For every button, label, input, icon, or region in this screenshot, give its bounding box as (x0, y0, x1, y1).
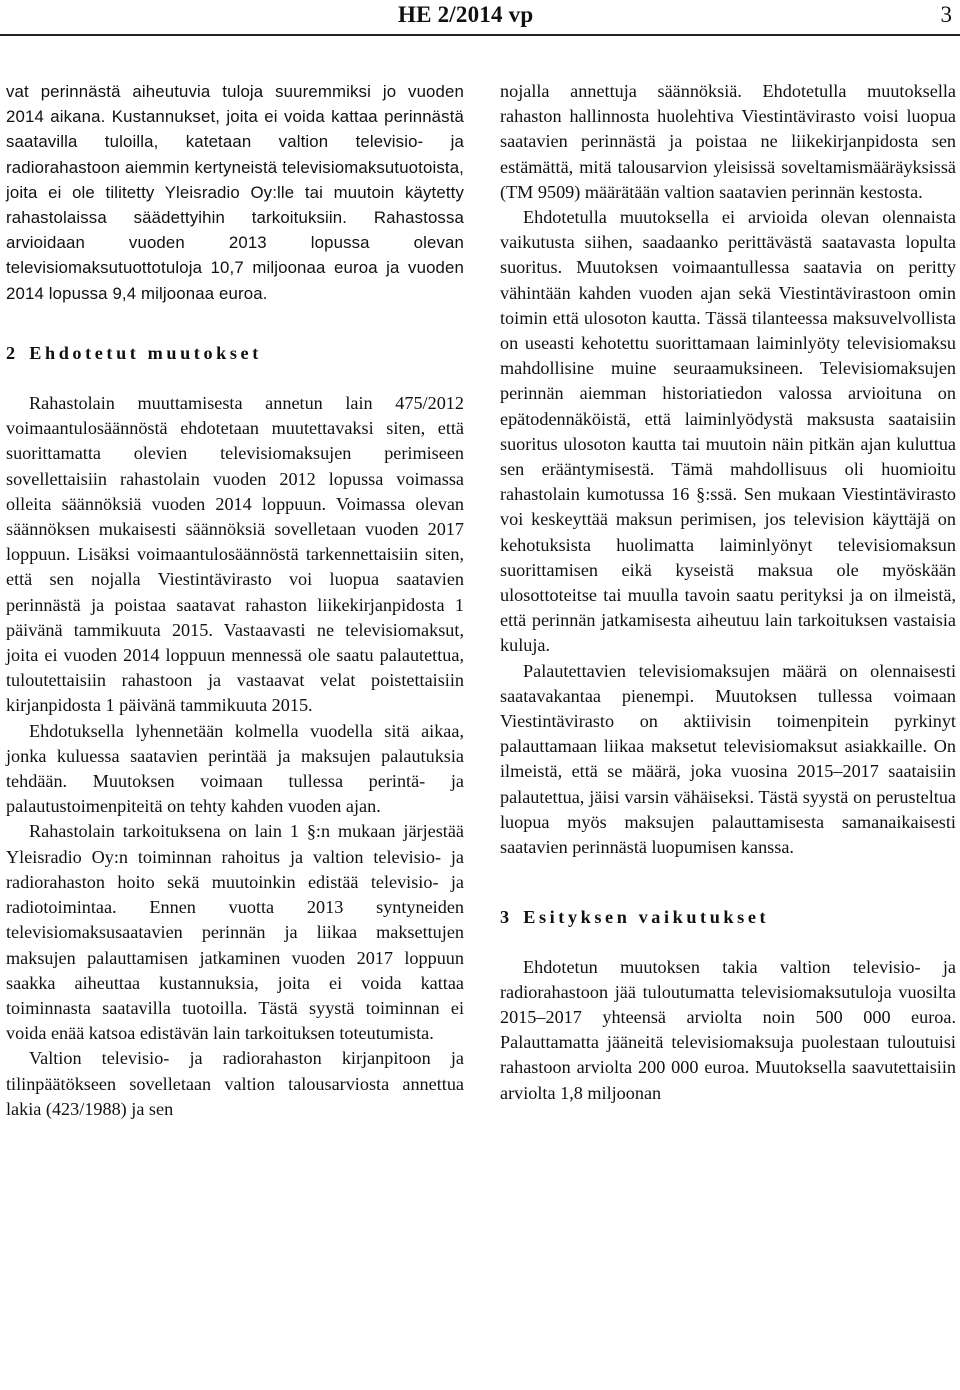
left-column (6, 79, 464, 1122)
paragraph: Rahastolain muuttamisesta annetun lain 475/2012 voimaantulosäännöstä ehdotetaan muutettavaksi siten, että suorittamatta olevien televisiomaksujen perimiseen sovellettaisiin rahastolain vuoden 2012 lopussa voimassa olleita säännöksiä vuoden 2014 loppuun. Voimassa olevan säännöksen mukaisesti säännöksiä sovelletaan vuoden 2017 loppuun. Lisäksi voimaantulosäännöstä tarkennettaisiin siten, että sen nojalla Viestintävirasto voi luopua saatavien perinnästä ja poistaa saatavat rahaston liikekirjanpidosta 1 päivänä tammikuuta 2015. Vastaavasti ne televisiomaksut, joita ei vuoden 2014 loppuun mennessä ole saatu palautettua, tuloutettaisiin rahastoon ja vastaavat velat poistettaisiin kirjanpidosta 1 päivänä tammikuuta 2015. (6, 393, 464, 716)
paragraph: nojalla annettuja säännöksiä. Ehdotetulla muutoksella rahaston hallinnosta huolehtiva Viestintävirasto voisi luopua saatavien perinnästä ja poistaa ne liikekirjanpidosta sen estämättä, mitä talousarvion yleisissä soveltamismääräyksissä (TM 9509) määrätään valtion saatavien perinnän kestosta. (500, 81, 956, 202)
paragraph: Rahastolain tarkoituksena on lain 1 §:n mukaan järjestää Yleisradio Oy:n toiminnan rahoitus ja valtion televisio- ja radiorahaston hoito sekä muutoinkin edistää televisio- ja radiotoimintaa. Ennen vuotta 2013 syntyneiden televisiomaksusaatavien perinnän ja liikaa maksettujen maksujen palauttamisen jatkaminen vuoden 2017 loppuun saakka aiheuttaa kustannuksia, joita ei voida kattaa toiminnasta saatavilla tuotoilla. Tästä syystä toiminnan ei voida enää katsoa edistävän lain tarkoituksen toteutumista. (6, 821, 464, 1044)
paragraph: Valtion televisio- ja radiorahaston kirjanpitoon ja tilinpäätökseen sovelletaan valtion talousarviosta annettua lakia (423/1988) ja sen (6, 1048, 464, 1119)
paragraph: Ehdotetulla muutoksella ei arvioida olevan olennaista vaikutusta siihen, saadaanko perittävästä saatavasta lopulta suoritus. Muutoksen voimaantullessa saatavia on peritty vähintään kahden vuoden ajan sekä Viestintävirastoon omin toimin että ulosoton kautta. Tässä tilanteessa maksuvelvollista on useasti kehotettu suorittamaan laiminlyöty televisiomaksu mahdollisine muine seuraamuksineen. Televisiomaksujen perinnän aiemman historiatiedon valossa arvioituna on epätodennäköistä, että laiminlyödystä maksusta saataisiin suoritus ulosoton kautta tai muutoin näin pitkän ajan kuluttua sen erääntymisestä. Tämä mahdollisuus oli huomioitu rahastolain kumotussa 16 §:ssä. Sen mukaan Viestintävirasto voi keskeyttää maksun perimisen, jos television käyttäjä on kehotuksista huolimatta laiminlyönyt televisiomaksun suorittamisen eikä kyseistä maksua ole myöskään ulosottoteitse tai muulla tavoin saatu perityksi ja on ilmeistä, että perinnän jatkamisesta aiheutuu lain tarkoituksen vastaisia kuluja. (500, 207, 956, 656)
paragraph: Ehdotuksella lyhennetään kolmella vuodella sitä aikaa, jonka kuluessa saatavien perintää ja maksujen palautuksia tehdään. Muutoksen voimaan tullessa perintä- ja palautustoimenpiteitä on tehty kahden vuoden ajan. (6, 720, 464, 817)
page-number: 3 (940, 2, 952, 27)
section-heading-number: 2 (6, 342, 16, 363)
section-heading-2 (6, 341, 464, 366)
opening-paragraph: vat perinnästä aiheutuvia tuloja suuremmiksi jo vuoden 2014 aikana. Kustannukset, joita ei voida kattaa perinnästä saatavilla tuloilla, katetaan valtion televisio- ja radiorahastoon aiemmin kertyneistä televisiomaksutuotoista, joita ei ole tilitetty Yleisradio Oy:lle tai muutoin käytetty rahastolaissa säädettyihin tarkoituksiin. Rahastossa arvioidaan vuoden 2013 lopussa olevan televisiomaksutuottotuloja 10,7 miljoonaa euroa ja vuoden 2014 lopussa 9,4 miljoonaa euroa. (6, 82, 464, 303)
paragraph: Palautettavien televisiomaksujen määrä on olennaisesti saatavakantaa pienempi. Muutoksen tullessa voimaan Viestintävirasto on aktiivisin toimenpitein pyrkinyt palauttamaan liikaa maksetut televisiomaksut asiakkaille. On ilmeistä, että se määrä, joka vuosina 2015–2017 saataisiin palautettua, jäisi varsin vähäiseksi. Tästä syystä on perusteltua luopua myös maksujen palauttamisesta samanaikaisesti saatavien perinnästä luopumisen kanssa. (500, 660, 956, 858)
right-column (500, 79, 956, 1106)
header-rule (0, 34, 960, 36)
document-id: HE 2/2014 vp (398, 2, 534, 27)
page-header (0, 0, 960, 40)
section-heading-text: Esityksen vaikutukset (523, 907, 770, 928)
section-heading-text: Ehdotetut muutokset (29, 342, 262, 363)
section-heading-3 (500, 905, 956, 930)
section-heading-number: 3 (500, 907, 510, 928)
paragraph: Ehdotetun muutoksen takia valtion televisio- ja radiorahastoon jää tuloutumatta televisiomaksutuloja vuosilta 2015–2017 yhteensä arviolta noin 500 000 euroa. Palauttamatta jääneitä televisiomaksuja puolestaan tuloutuisi rahastoon arviolta 200 000 euroa. Muutoksella saavutettaisiin arviolta 1,8 miljoonan (500, 956, 956, 1103)
